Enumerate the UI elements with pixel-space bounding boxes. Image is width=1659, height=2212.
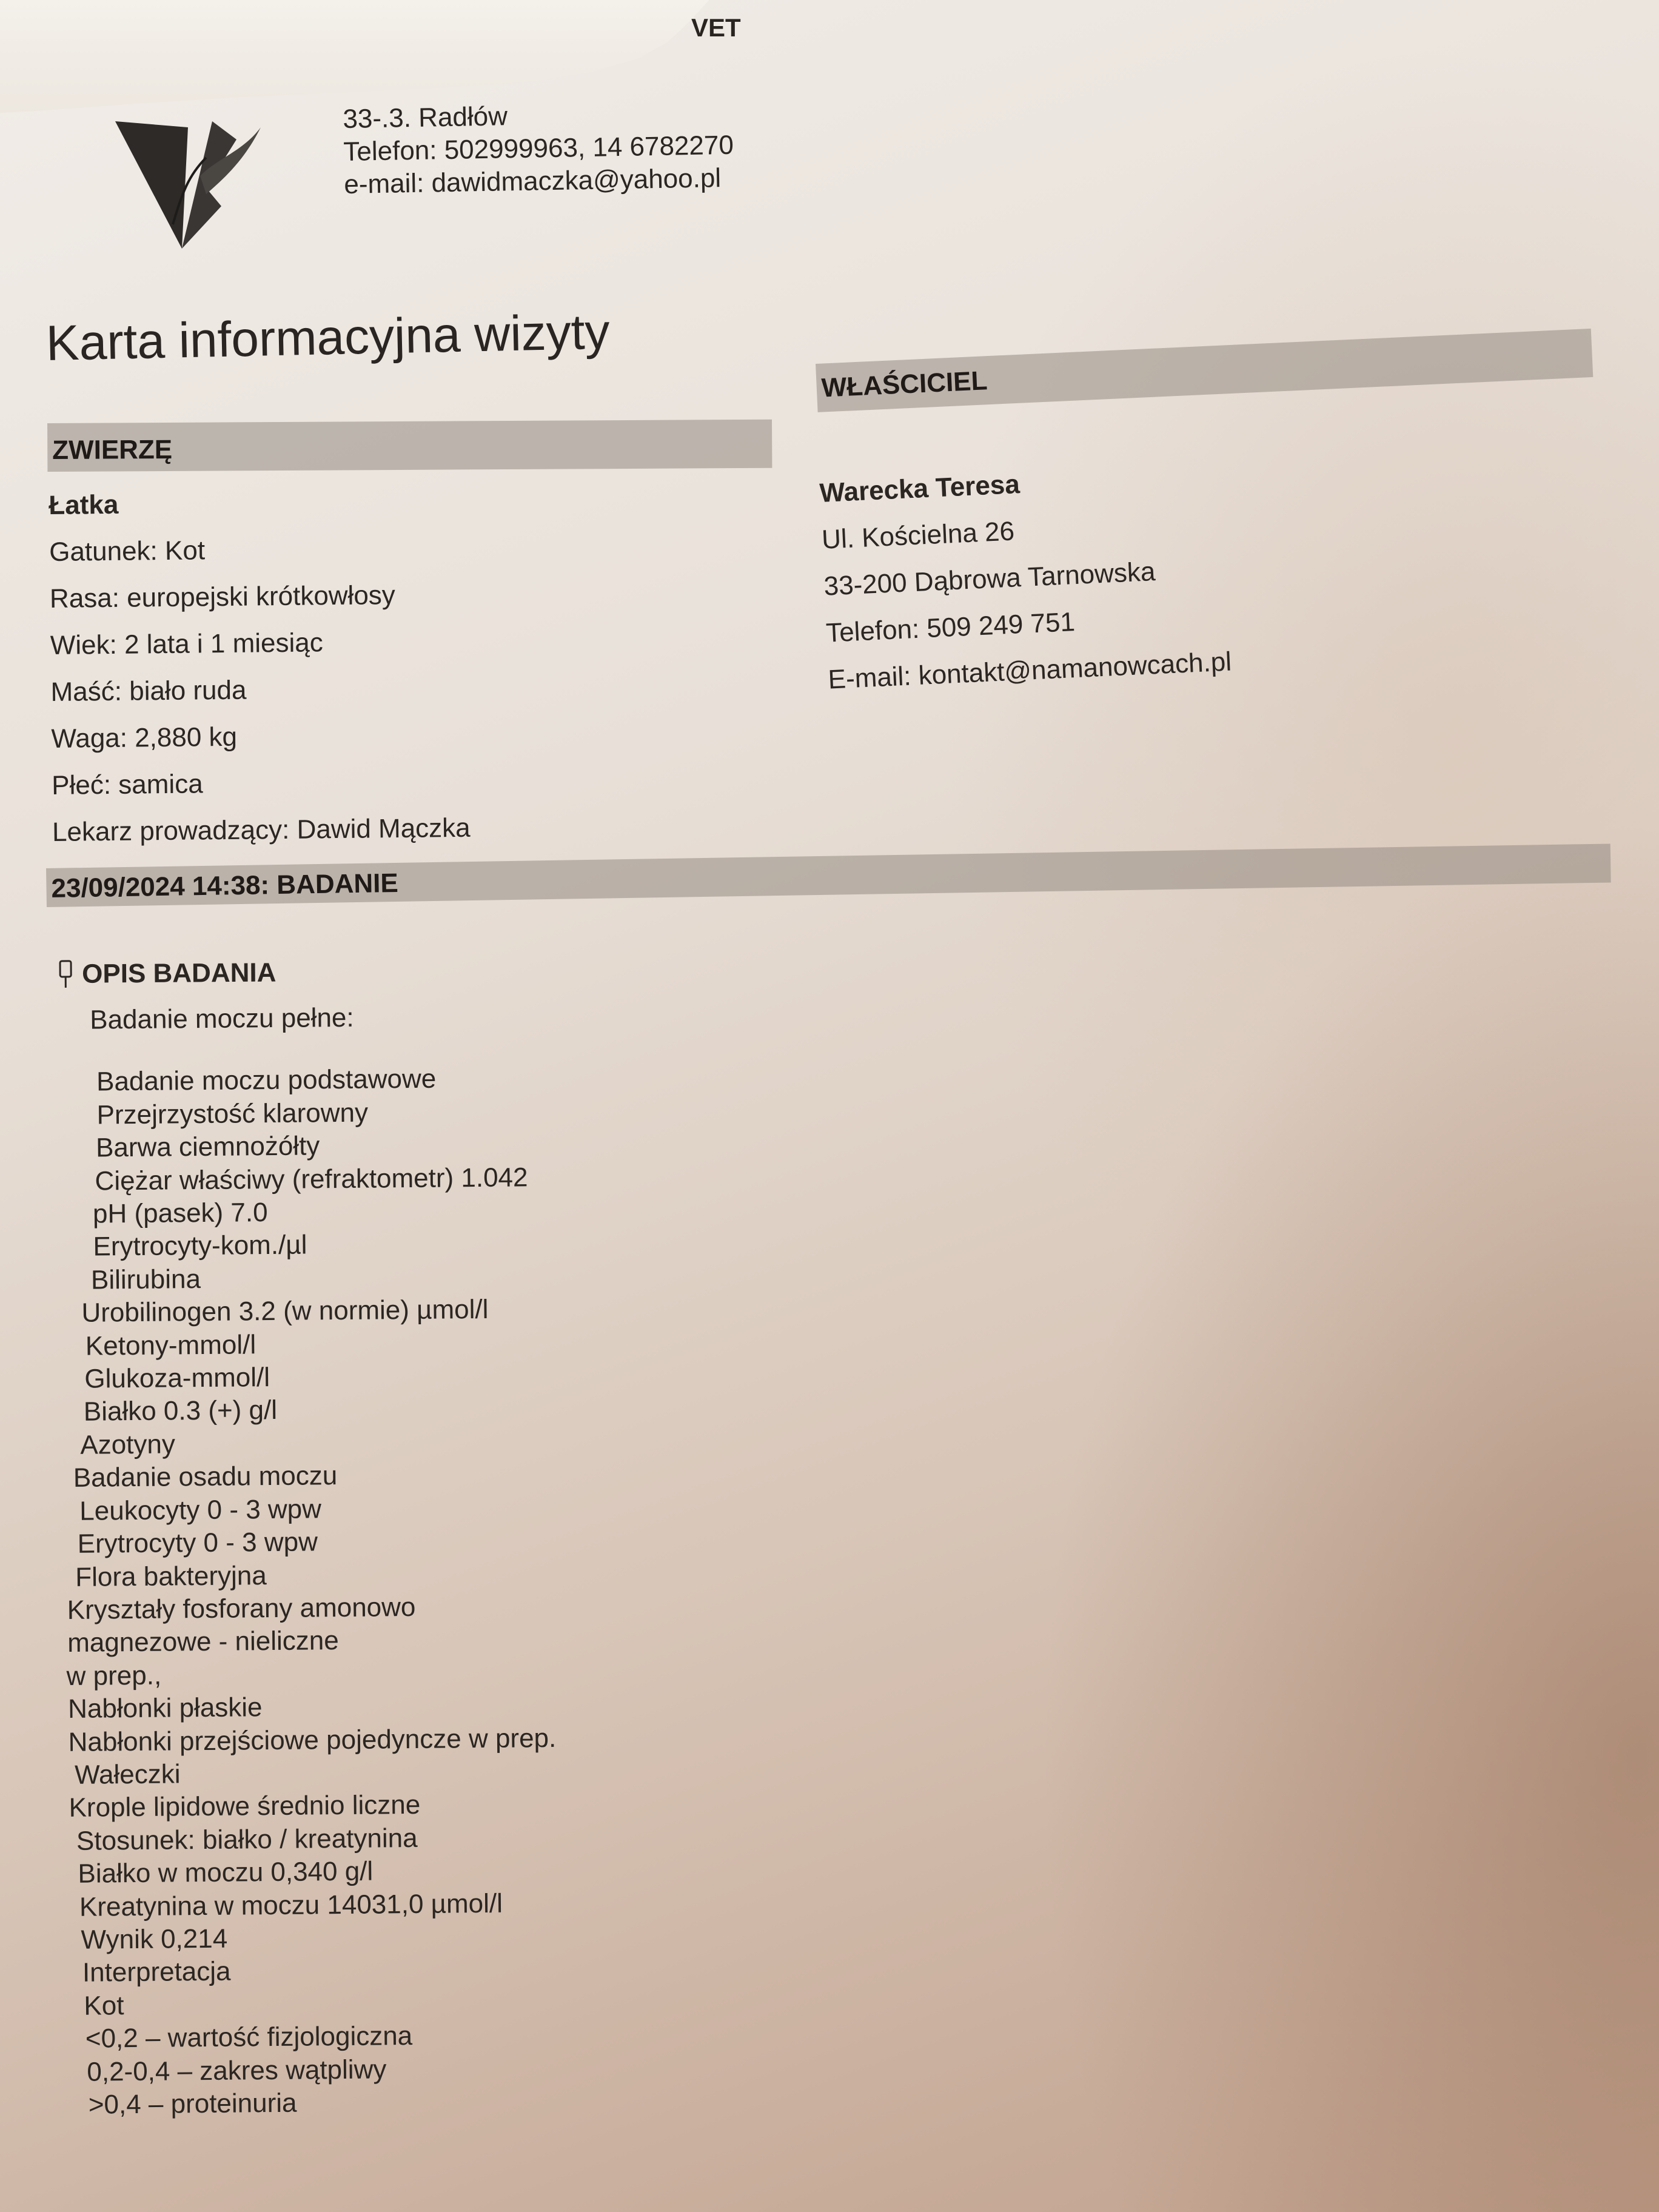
animal-name: Łatka — [49, 489, 119, 520]
clinic-name-fragment: VET — [691, 13, 741, 42]
clinic-email: e-mail: dawidmaczka@yahoo.pl — [343, 163, 722, 199]
owner-phone: Telefon: 509 249 751 — [825, 607, 1076, 648]
exam-line: Stosunek: białko / kreatynina — [76, 1823, 418, 1856]
owner-street: Ul. Kościelna 26 — [821, 516, 1015, 555]
animal-sex: Płeć: samica — [51, 769, 203, 800]
exam-line: magnezowe - nieliczne — [67, 1626, 339, 1658]
exam-description-heading — [58, 957, 276, 990]
exam-line: >0,4 – proteinuria — [88, 2088, 297, 2120]
clinic-address: 33-.3. Radłów — [343, 101, 508, 134]
exam-line: Badanie osadu moczu — [73, 1461, 338, 1493]
attending-vet: Lekarz prowadzący: Dawid Mączka — [52, 813, 471, 847]
exam-results — [61, 1000, 560, 2122]
exam-line: Białko w moczu 0,340 g/l — [78, 1856, 374, 1889]
animal-age: Wiek: 2 lata i 1 miesiąc — [50, 628, 323, 660]
exam-line: Azotyny — [80, 1429, 176, 1460]
exam-line: w prep., — [66, 1660, 162, 1691]
exam-line: Nabłonki płaskie — [67, 1692, 263, 1724]
exam-line: Leukocyty 0 - 3 wpw — [79, 1493, 322, 1526]
exam-line: Wynik 0,214 — [81, 1923, 228, 1955]
visit-header: 23/09/2024 14:38: BADANIE — [46, 843, 1611, 907]
owner-section-header: WŁAŚCICIEL — [816, 329, 1593, 412]
exam-description-label: OPIS BADANIA — [81, 957, 276, 989]
exam-line: Kot — [84, 1990, 124, 2021]
exam-line: <0,2 – wartość fizjologiczna — [85, 2021, 413, 2054]
clinic-phone: Telefon: 502999963, 14 6782270 — [343, 130, 734, 167]
exam-line: Urobilinogen 3.2 (w normie) µmol/l — [81, 1295, 489, 1328]
exam-line: pH (pasek) 7.0 — [92, 1198, 268, 1229]
exam-line: Wałeczki — [74, 1759, 181, 1790]
exam-line: Krople lipidowe średnio liczne — [69, 1790, 421, 1823]
exam-line: Badanie moczu podstawowe — [96, 1064, 437, 1097]
animal-species: Gatunek: Kot — [49, 535, 206, 567]
animal-weight: Waga: 2,880 kg — [51, 722, 238, 754]
exam-line: Ketony-mmol/l — [85, 1329, 256, 1361]
exam-line: Erytrocyty 0 - 3 wpw — [77, 1527, 318, 1559]
owner-city: 33-200 Dąbrowa Tarnowska — [823, 557, 1156, 602]
animal-breed: Rasa: europejski krótkowłosy — [49, 580, 396, 614]
animal-info — [49, 478, 471, 856]
document-title: Karta informacyjna wizyty — [45, 304, 611, 371]
exam-intro: Badanie moczu pełne: — [90, 1002, 354, 1035]
exam-line: 0,2-0,4 – zakres wątpliwy — [87, 2054, 387, 2087]
owner-email: E-mail: kontakt@namanowcach.pl — [827, 646, 1232, 695]
clinic-logo — [115, 103, 273, 261]
exam-line: Ciężar właściwy (refraktometr) 1.042 — [95, 1162, 528, 1196]
owner-name: Warecka Teresa — [819, 469, 1021, 508]
pin-icon — [58, 960, 73, 989]
exam-line: Barwa ciemnożółty — [95, 1131, 320, 1163]
exam-line: Erytrocyty-kom./µl — [93, 1230, 307, 1262]
animal-color: Maść: biało ruda — [50, 675, 247, 707]
exam-line: Nabłonki przejściowe pojedyncze w prep. — [68, 1723, 557, 1757]
exam-line: Kryształy fosforany amonowo — [67, 1592, 416, 1625]
exam-line: Bilirubina — [90, 1264, 201, 1295]
exam-line: Kreatynina w moczu 14031,0 µmol/l — [79, 1888, 503, 1922]
exam-line: Białko 0.3 (+) g/l — [83, 1395, 278, 1427]
clinic-contact — [343, 96, 734, 201]
exam-line: Interpretacja — [82, 1956, 231, 1988]
owner-info — [819, 452, 1233, 703]
animal-section-header: ZWIERZĘ — [47, 420, 772, 472]
exam-line: Flora bakteryjna — [75, 1560, 267, 1592]
exam-line: Glukoza-mmol/l — [84, 1362, 270, 1394]
exam-line: Przejrzystość klarowny — [96, 1098, 369, 1130]
